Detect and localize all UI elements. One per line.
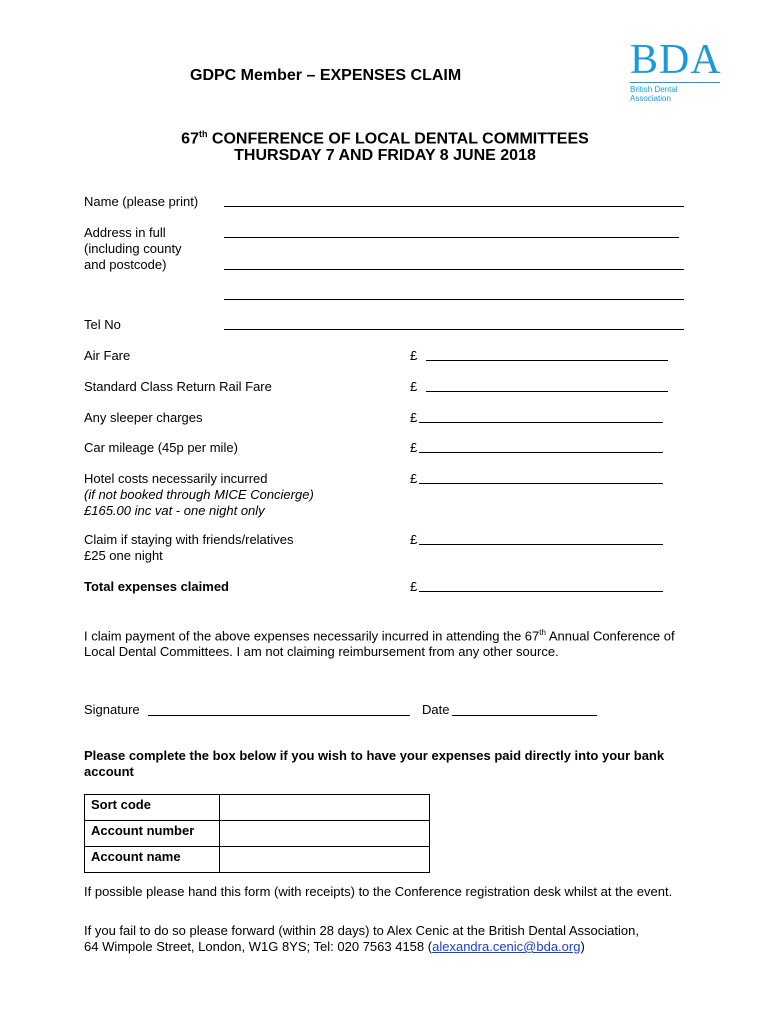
bank-instruction: Please complete the box below if you wish to have your expenses paid directly into your bank account [84, 748, 665, 779]
address-label [84, 225, 182, 273]
tel-field[interactable] [224, 329, 684, 330]
hotel-currency: £ [410, 471, 418, 486]
total-label: Total expenses claimed [84, 579, 229, 594]
table-row [85, 795, 430, 821]
car-mileage-currency: £ [410, 440, 418, 455]
sort-code-input[interactable] [220, 795, 430, 821]
declaration-pre: I claim payment of the above expenses necessarily incurred in attending the 67 [84, 628, 540, 644]
hotel-label-main: Hotel costs necessarily incurred [84, 471, 268, 486]
date-field[interactable] [452, 715, 597, 716]
bank-details-table [84, 794, 430, 873]
logo-subtitle: British Dental Association [630, 82, 720, 103]
footer-address: If you fail to do so please forward (within 28 days) to Alex Cenic at the British Dental Association, 64 Wimpole Street, London, W1G 8YS; Tel: 020 7563 4158 [84, 923, 639, 954]
address-label-line1: Address in full [84, 225, 166, 240]
hotel-label [84, 471, 314, 519]
table-row [85, 821, 430, 847]
sleeper-currency: £ [410, 410, 418, 425]
declaration-ordinal: th [539, 628, 546, 637]
form-title: GDPC Member – EXPENSES CLAIM [190, 67, 462, 84]
account-name-label: Account name [85, 847, 220, 873]
address-field-line2[interactable] [224, 269, 684, 270]
sleeper-label: Any sleeper charges [84, 410, 203, 425]
rail-fare-field[interactable] [426, 391, 668, 392]
name-field[interactable] [224, 206, 684, 207]
conference-number: 67 [181, 130, 199, 148]
hotel-field[interactable] [419, 483, 663, 484]
friends-label-main: Claim if staying with friends/relatives [84, 532, 294, 547]
footer-hand-in: If possible please hand this form (with receipts) to the Conference registration desk whilst at the event. [84, 884, 673, 899]
car-mileage-field[interactable] [419, 452, 663, 453]
friends-currency: £ [410, 532, 418, 547]
rail-fare-currency: £ [410, 379, 418, 394]
hotel-note-cap: £165.00 inc vat - one night only [84, 503, 265, 518]
address-label-line3: and postcode) [84, 257, 167, 272]
total-currency: £ [410, 579, 418, 594]
sleeper-field[interactable] [419, 422, 663, 423]
tel-label: Tel No [84, 317, 121, 332]
rail-fare-label: Standard Class Return Rail Fare [84, 379, 272, 394]
email-open-paren: ( [427, 939, 433, 954]
friends-note: £25 one night [84, 548, 163, 563]
address-label-line2: (including county [84, 241, 182, 256]
air-fare-currency: £ [410, 348, 418, 363]
account-name-input[interactable] [220, 847, 430, 873]
conference-name: CONFERENCE OF LOCAL DENTAL COMMITTEES [207, 130, 589, 148]
footer-forward [84, 923, 644, 955]
declaration-text [84, 625, 694, 660]
address-field-line3[interactable] [224, 299, 684, 300]
car-mileage-label: Car mileage (45p per mile) [84, 440, 238, 455]
signature-field[interactable] [148, 715, 410, 716]
sort-code-label: Sort code [85, 795, 220, 821]
total-field[interactable] [419, 591, 663, 592]
friends-label [84, 532, 294, 564]
email-close-paren: ) [580, 939, 585, 954]
account-number-label: Account number [85, 821, 220, 847]
hotel-note-booking: (if not booked through MICE Concierge) [84, 487, 314, 502]
email-link[interactable]: alexandra.cenic@bda.org [432, 939, 581, 954]
logo-mark: BDA [630, 37, 722, 83]
table-row [85, 847, 430, 873]
signature-label: Signature [84, 702, 140, 717]
friends-field[interactable] [419, 544, 663, 545]
air-fare-field[interactable] [426, 360, 668, 361]
conference-dates: THURSDAY 7 AND FRIDAY 8 JUNE 2018 [234, 147, 536, 164]
address-field-line1[interactable] [224, 237, 679, 238]
conference-ordinal: th [198, 129, 208, 139]
declaration-post: Annual Conference of Local Dental Committees. I am not claiming reimbursement from any other source. [84, 628, 675, 660]
date-label: Date [422, 702, 450, 717]
air-fare-label: Air Fare [84, 348, 131, 363]
name-label: Name (please print) [84, 194, 199, 209]
account-number-input[interactable] [220, 821, 430, 847]
bda-logo [630, 37, 730, 103]
